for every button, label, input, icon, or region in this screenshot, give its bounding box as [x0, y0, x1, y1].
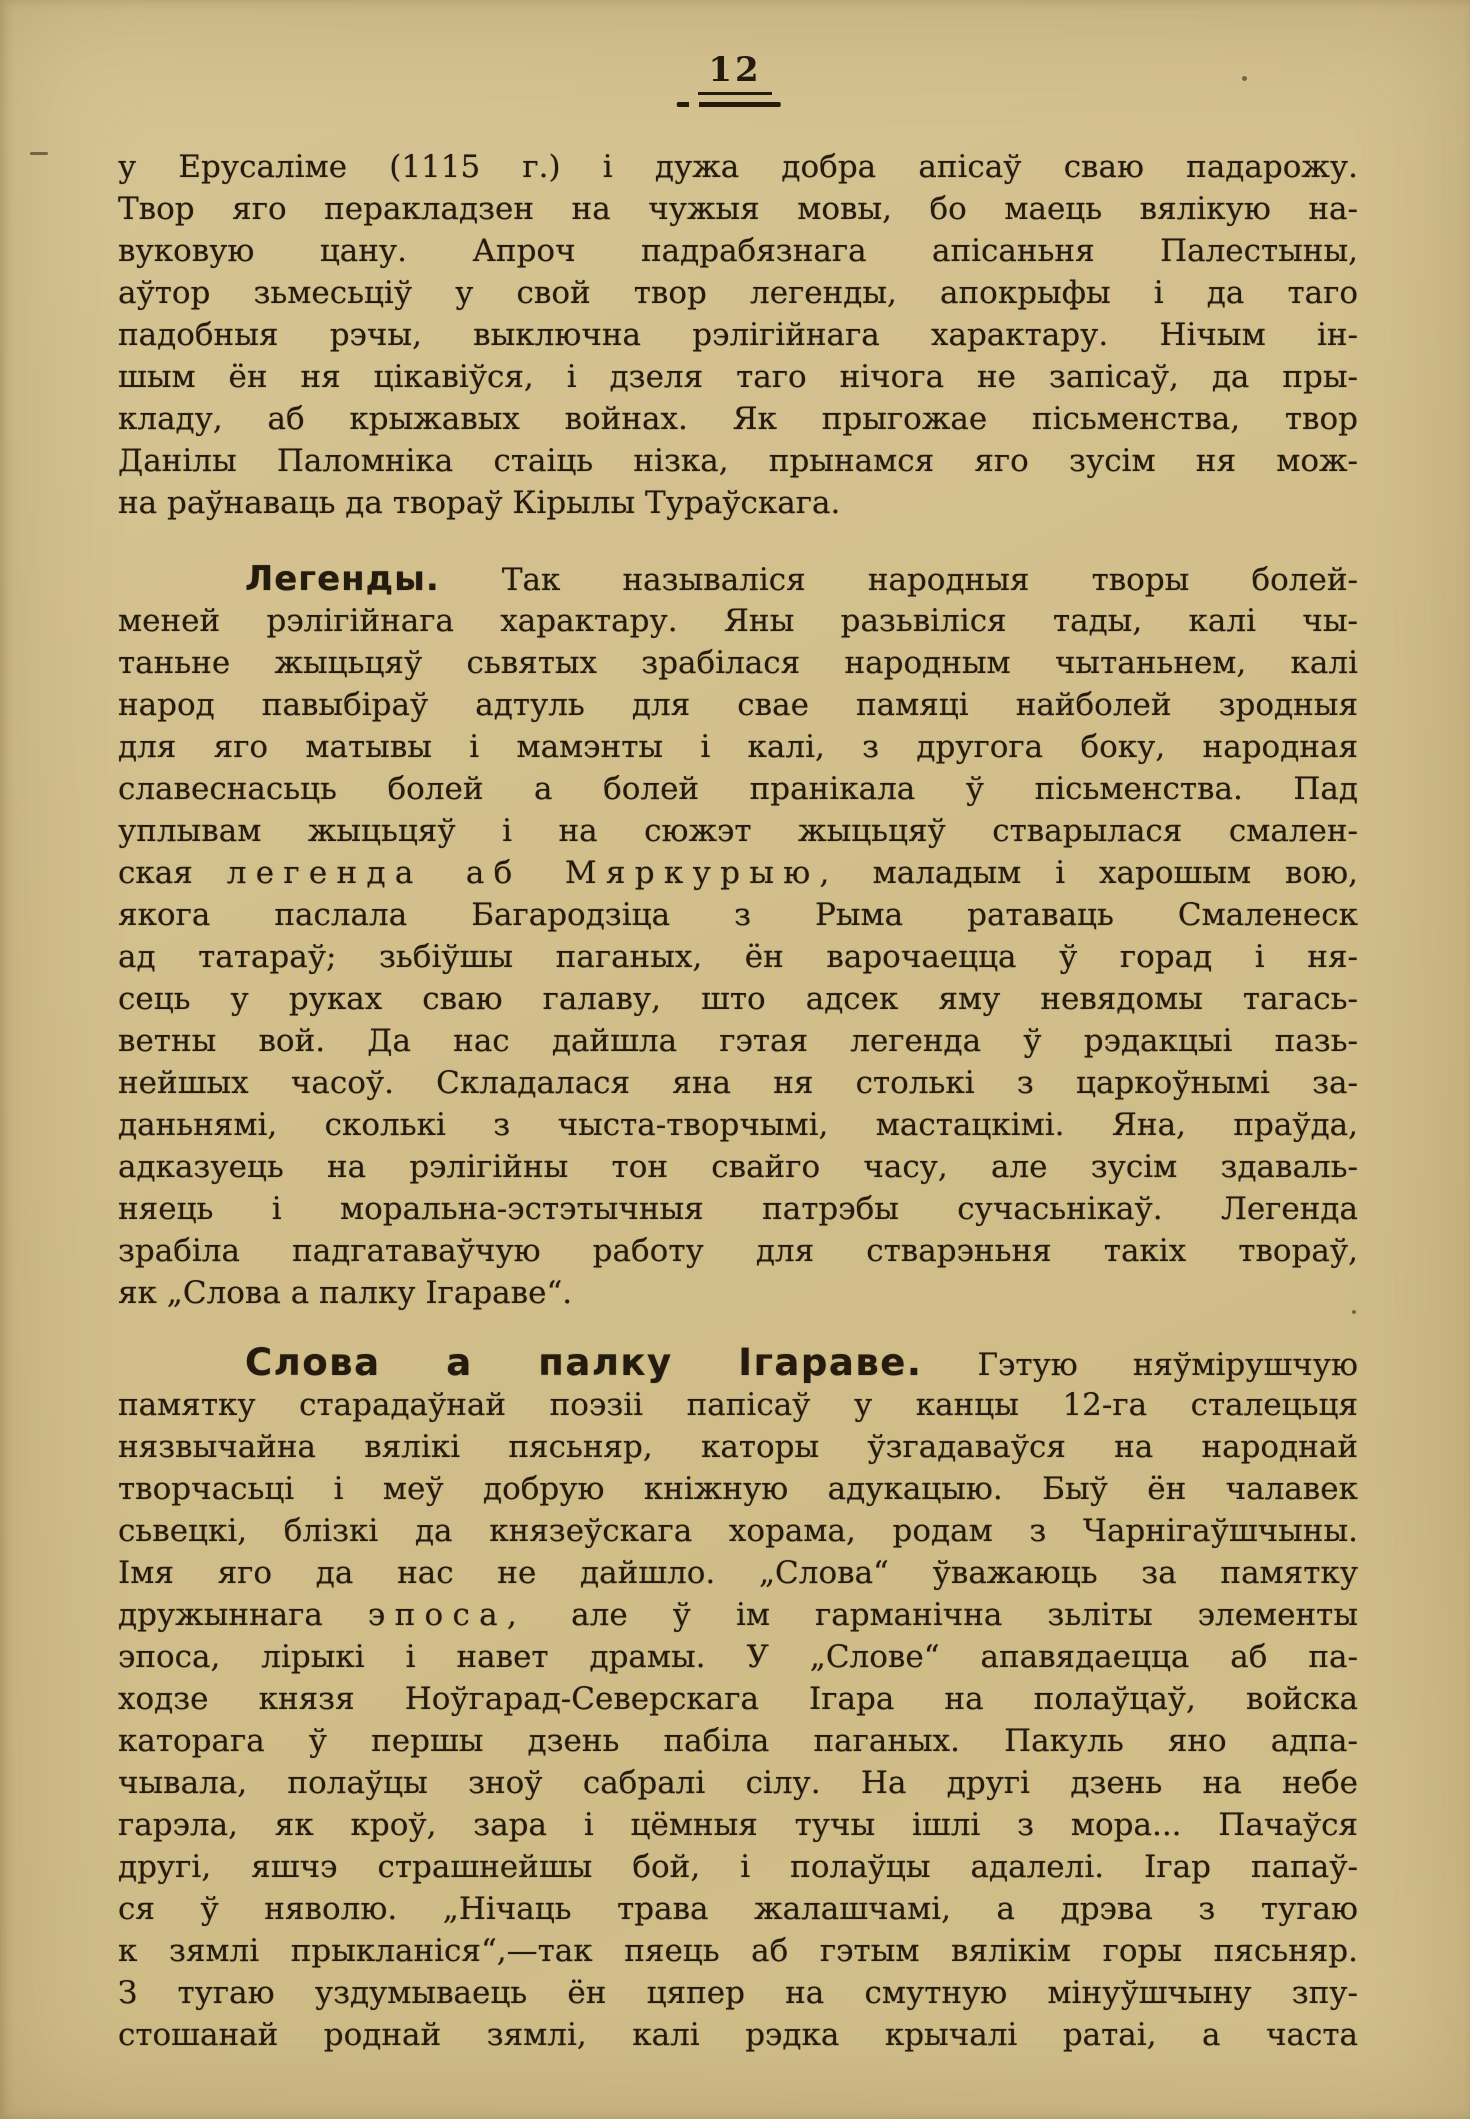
- paper-speck: [1242, 76, 1247, 81]
- text-line: у Ерусаліме (1115 г.) і дужа добра апісаў сваю падарожу.: [118, 149, 1358, 185]
- text-line: аўтор зьмесьціў у свой твор легенды, апокрыфы і да таго: [118, 275, 1358, 311]
- text-line: як „Слова а палку Ігараве“.: [118, 1275, 573, 1311]
- text-line: Імя яго да нас не дайшло. „Слова“ ўважаюць за памятку: [118, 1555, 1358, 1591]
- text-line: З тугаю уздумываець ён цяпер на смутную мінуўшчыну зпу-: [118, 1975, 1358, 2011]
- line-segment: маладым і харошым вою,: [872, 855, 1359, 891]
- text-line: к зямлі прыкланіся“,—так пяець аб гэтым вялікім горы пясьняр.: [118, 1933, 1358, 1969]
- text-line: творчасьці і меў добрую кніжную адукацыю. Быў ён чалавек: [118, 1471, 1358, 1507]
- heading-line-text: Гэтую няўмірушчую: [977, 1347, 1359, 1383]
- text-line: няець і моральна-эстэтычныя патрэбы сучасьнікаў. Легенда: [118, 1191, 1358, 1227]
- text-line: другі, яшчэ страшнейшы бой, і полаўцы адалелі. Ігар папаў-: [118, 1849, 1358, 1885]
- text-line: гарэла, як кроў, зара і цёмныя тучы ішлі з мора... Пачаўся: [118, 1807, 1358, 1843]
- page-number-rule: [677, 102, 781, 107]
- text-line: для яго матывы і мамэнты і калі, з другога боку, народная: [118, 729, 1358, 765]
- text-line: памятку старадаўнай поэзіі папісаў у канцы 12-га сталецьця: [118, 1387, 1358, 1423]
- text-line: зрабіла падгатаваўчую работу для стварэньня такіх твораў,: [118, 1233, 1358, 1269]
- text-line: Данілы Паломніка стаіць нізка, прынамся яго зусім ня мож-: [118, 443, 1358, 479]
- page-header: [0, 50, 1470, 95]
- text-line: даньнямі, сколькі з чыста-творчымі, мастацкімі. Яна, праўда,: [118, 1107, 1358, 1143]
- text-line: ад татараў; зьбіўшы паганых, ён варочаецца ў горад і ня-: [118, 939, 1358, 975]
- emphasized-segment: эпоса,: [367, 1597, 527, 1633]
- text-line: ходзе князя Ноўгарад-Северскага Ігара на полаўцаў, войска: [118, 1681, 1358, 1717]
- text-line: шым ён ня цікавіўся, і дзеля таго нічога не запісаў, да пры-: [118, 359, 1358, 395]
- text-line: нейшых часоў. Складалася яна ня столькі з царкоўнымі за-: [118, 1065, 1358, 1101]
- text-line: адказуець на рэлігійны тон свайго часу, але зусім здаваль-: [118, 1149, 1358, 1185]
- line-segment: ская: [118, 855, 193, 891]
- text-line: на раўнаваць да твораў Кірылы Тураўскага.: [118, 485, 841, 521]
- text-line: таньне жыцьцяў сьвятых зрабілася народным чытаньнем, калі: [118, 645, 1358, 681]
- text-line: Твор яго перакладзен на чужыя мовы, бо маець вялікую на-: [118, 191, 1358, 227]
- paragraph-slova: [118, 1342, 1358, 2056]
- text-line: сець у руках сваю галаву, што адсек яму невядомы тагась-: [118, 981, 1358, 1017]
- text-line: чывала, полаўцы зноў сабралі сілу. На другі дзень на небе: [118, 1765, 1358, 1801]
- text-line: ветны вой. Да нас дайшла гэтая легенда ў рэдакцыі пазь-: [118, 1023, 1358, 1059]
- text-line: нязвычайна вялікі пясьняр, каторы ўзгадаваўся на народнай: [118, 1429, 1358, 1465]
- page-number: 12: [698, 50, 771, 95]
- text-line: эпоса, лірыкі і навет драмы. У „Слове“ апавядаецца аб па-: [118, 1639, 1358, 1675]
- section-heading-legends: Легенды.: [245, 559, 440, 599]
- text-line: каторага ў першы дзень пабіла паганых. Пакуль яно адпа-: [118, 1723, 1358, 1759]
- text-line: славеснасьць болей а болей пранікала ў пісьменства. Пад: [118, 771, 1358, 807]
- paragraph-continuation: [118, 146, 1358, 524]
- text-line: сьвецкі, блізкі да князеўскага хорама, родам з Чарнігаўшчыны.: [118, 1513, 1358, 1549]
- text-line: падобныя рэчы, выключна рэлігійнага характару. Нічым ін-: [118, 317, 1358, 353]
- text-line-with-heading: [118, 558, 1358, 600]
- text-line: стошанай роднай зямлі, калі рэдка крычалі ратаі, а часта: [118, 2017, 1358, 2053]
- text-line: кладу, аб крыжавых войнах. Як прыгожае пісьменства, твор: [118, 401, 1358, 437]
- heading-line-text: Так называліся народныя творы болей-: [501, 562, 1358, 598]
- paper-speck: [30, 152, 48, 155]
- text-line: вуковую цану. Апроч падрабязнага апісаньня Палестыны,: [118, 233, 1358, 269]
- text-line: уплывам жыцьцяў і на сюжэт жыцьцяў стварылася смален-: [118, 813, 1358, 849]
- section-heading-slova: Слова а палку Ігараве.: [245, 1341, 923, 1384]
- paragraph-legends: [118, 558, 1358, 1314]
- line-segment: дружыннага: [118, 1597, 323, 1633]
- text-line-with-heading: [118, 1342, 1358, 1384]
- text-line: народ павыбіраў адтуль для свае памяці найболей зродныя: [118, 687, 1358, 723]
- emphasized-segment: легенда аб Мяркурыю,: [226, 855, 839, 891]
- text-line: ся ў няволю. „Нічаць трава жалашчамі, а дрэва з тугаю: [118, 1891, 1358, 1927]
- text-line-emphasized: [118, 852, 1358, 894]
- text-line-emphasized: [118, 1594, 1358, 1636]
- text-line: якога паслала Багародзіца з Рыма ратаваць Смаленеск: [118, 897, 1358, 933]
- text-block: [118, 146, 1358, 2056]
- line-segment: але ў ім гарманічна зьліты элементы: [571, 1597, 1358, 1633]
- text-line: меней рэлігійнага характару. Яны разьвіліся тады, калі чы-: [118, 603, 1358, 639]
